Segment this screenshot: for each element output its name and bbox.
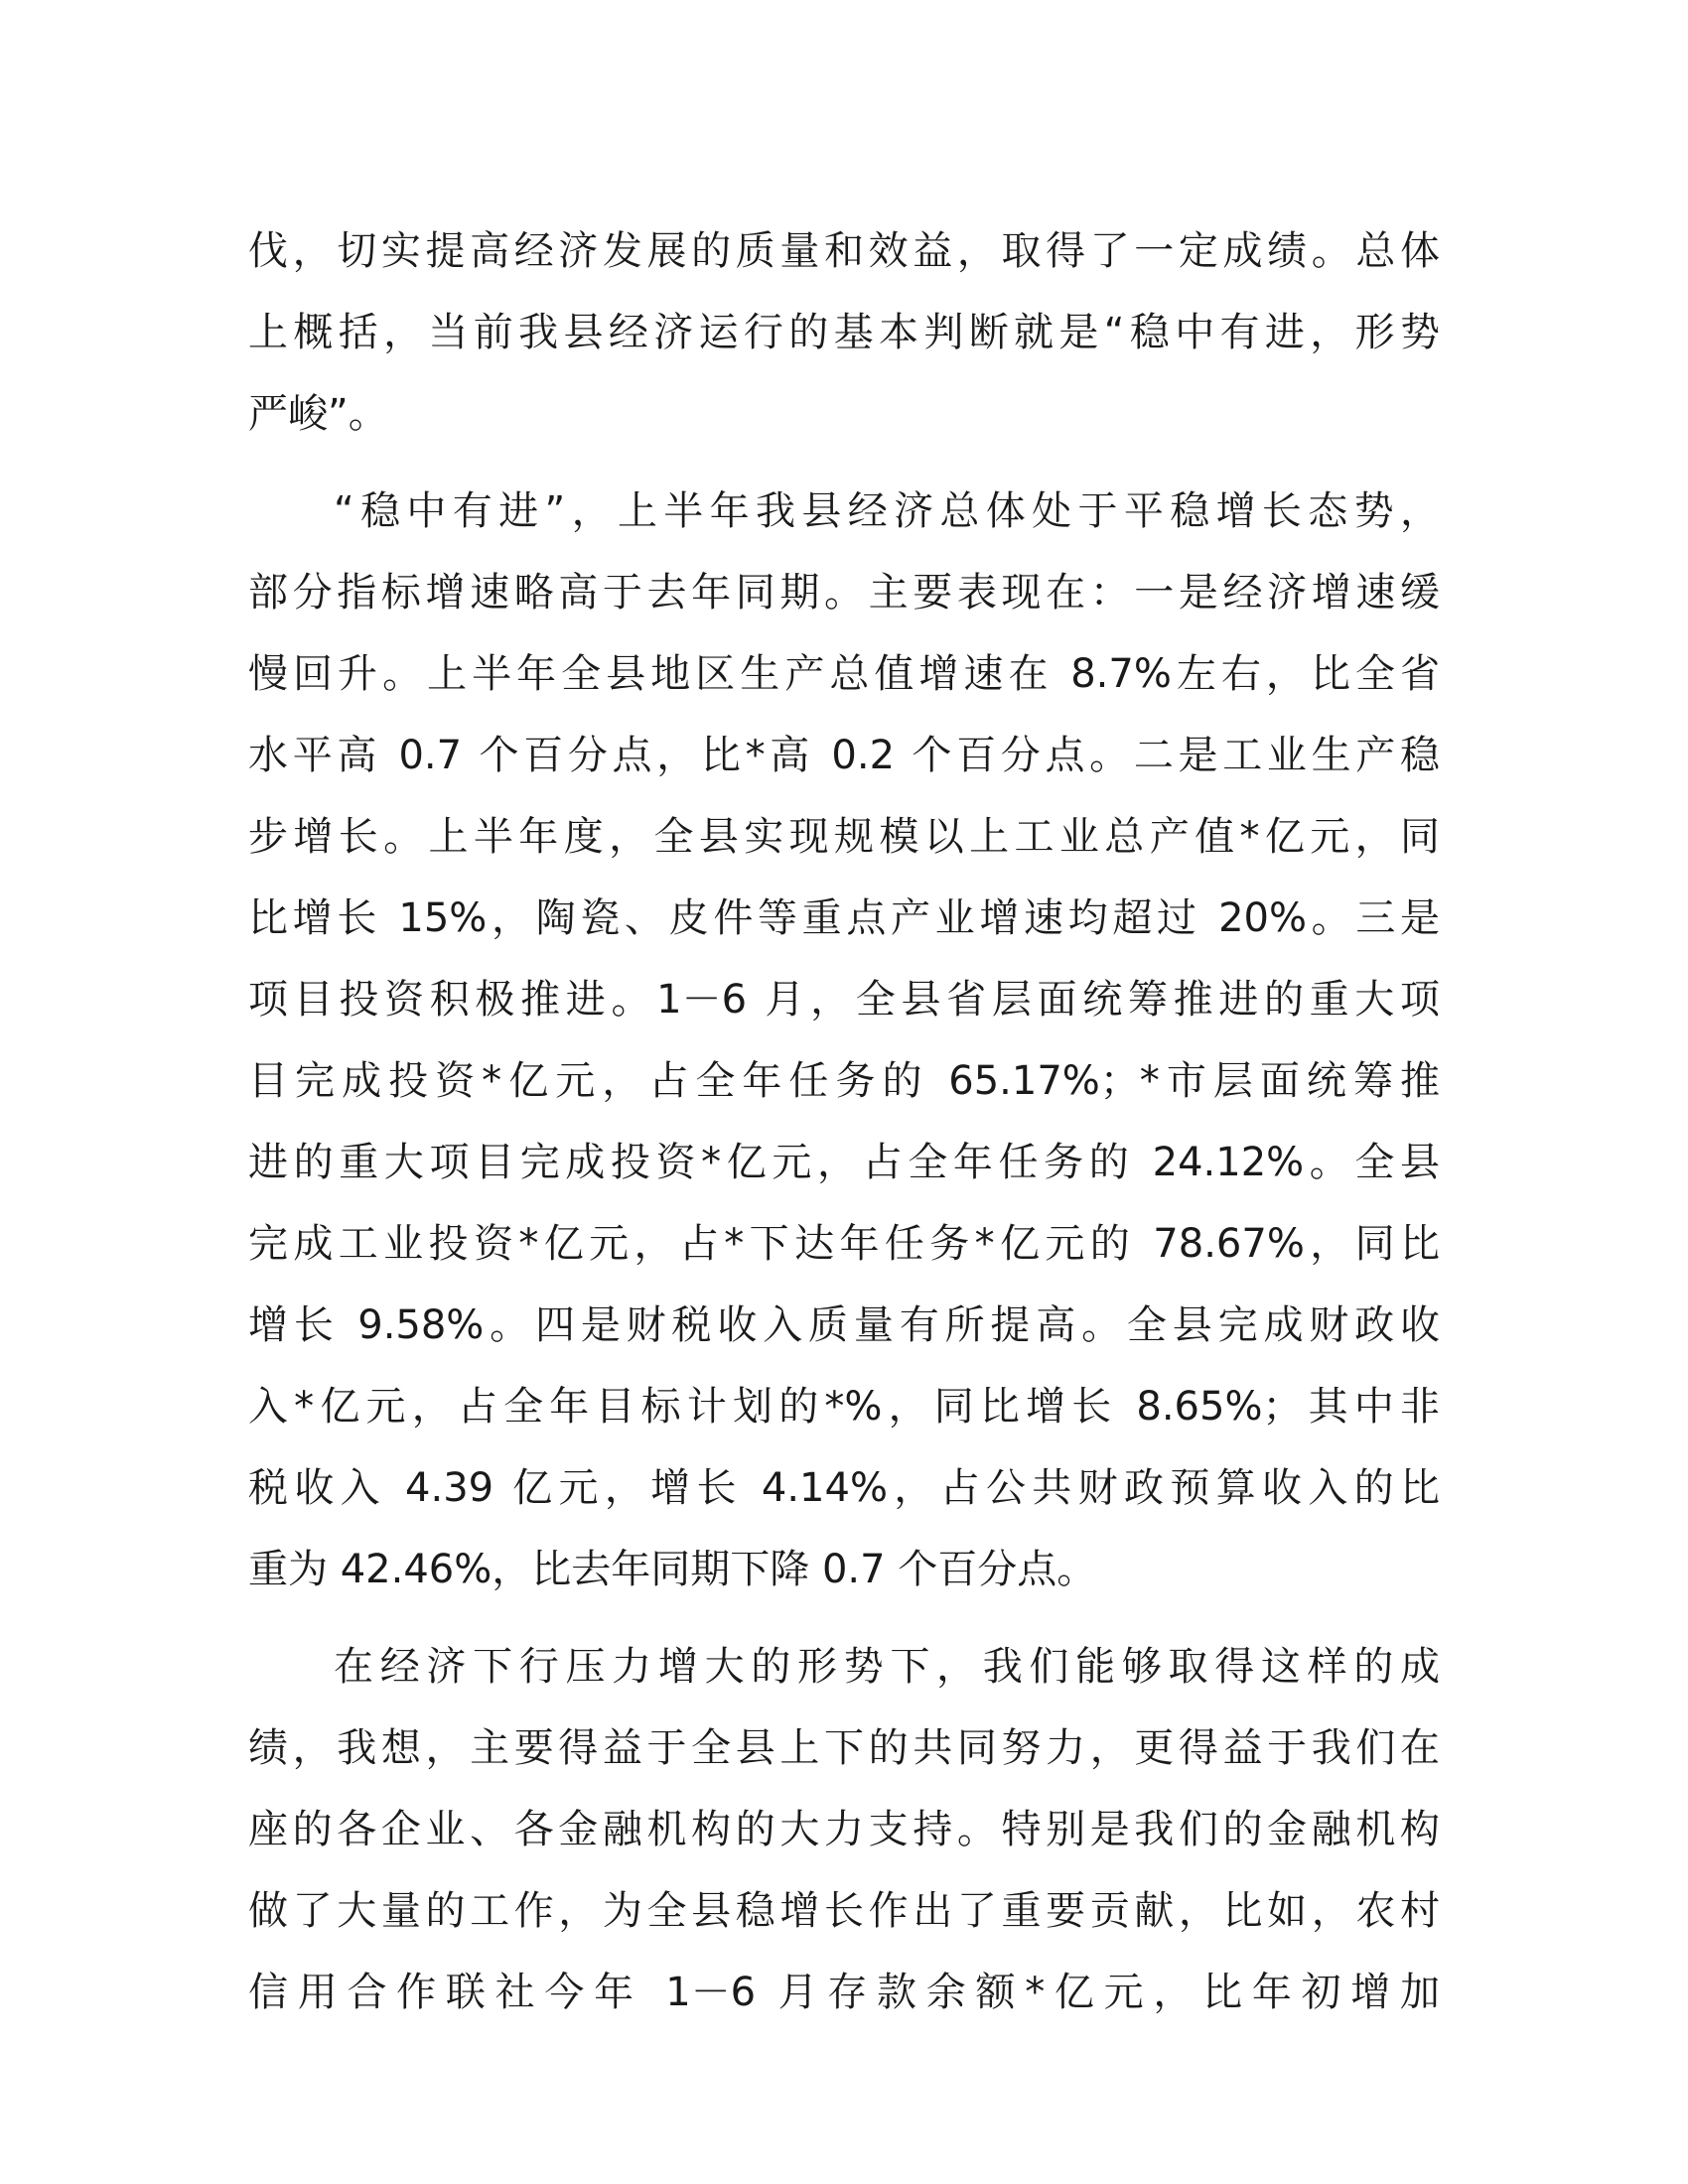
text-line: 信用合作联社今年 1－6 月存款余额*亿元，比年初增加 bbox=[248, 1970, 1440, 2015]
text-line: 慢回升。上半年全县地区生产总值增速在 8.7%左右，比全省 bbox=[248, 651, 1440, 697]
text-line: 在经济下行压力增大的形势下，我们能够取得这样的成 bbox=[334, 1644, 1440, 1690]
paragraph-3 bbox=[248, 1626, 1440, 2033]
document-body bbox=[248, 210, 1440, 2033]
text-line: 重为 42.46%，比去年同期下降 0.7 个百分点。 bbox=[248, 1547, 1097, 1592]
text-line: 严峻”。 bbox=[248, 391, 388, 437]
text-line: 目完成投资*亿元，占全年任务的 65.17%；*市层面统筹推 bbox=[248, 1058, 1440, 1104]
text-line: 上概括，当前我县经济运行的基本判断就是“稳中有进，形势 bbox=[248, 310, 1440, 355]
text-line: 座的各企业、各金融机构的大力支持。特别是我们的金融机构 bbox=[248, 1807, 1440, 1852]
text-line: 项目投资积极推进。1－6 月，全县省层面统筹推进的重大项 bbox=[248, 977, 1440, 1023]
text-line: 部分指标增速略高于去年同期。主要表现在：一是经济增速缓 bbox=[248, 570, 1440, 615]
text-line: 增长 9.58%。四是财税收入质量有所提高。全县完成财政收 bbox=[248, 1302, 1440, 1348]
text-line: “稳中有进”，上半年我县经济总体处于平稳增长态势， bbox=[334, 488, 1440, 534]
text-line: 进的重大项目完成投资*亿元，占全年任务的 24.12%。全县 bbox=[248, 1140, 1440, 1185]
text-line: 伐，切实提高经济发展的质量和效益，取得了一定成绩。总体 bbox=[248, 228, 1440, 274]
text-line: 完成工业投资*亿元，占*下达年任务*亿元的 78.67%，同比 bbox=[248, 1221, 1440, 1267]
text-line: 步增长。上半年度，全县实现规模以上工业总产值*亿元，同 bbox=[248, 814, 1440, 860]
paragraph-1 bbox=[248, 210, 1440, 455]
text-line: 水平高 0.7 个百分点，比*高 0.2 个百分点。二是工业生产稳 bbox=[248, 733, 1440, 778]
text-line: 税收入 4.39 亿元，增长 4.14%，占公共财政预算收入的比 bbox=[248, 1465, 1440, 1511]
text-line: 比增长 15%，陶瓷、皮件等重点产业增速均超过 20%。三是 bbox=[248, 895, 1440, 941]
text-line: 入*亿元，占全年目标计划的*%，同比增长 8.65%；其中非 bbox=[248, 1384, 1440, 1430]
paragraph-2 bbox=[248, 471, 1440, 1610]
text-line: 绩，我想，主要得益于全县上下的共同努力，更得益于我们在 bbox=[248, 1725, 1440, 1771]
text-line: 做了大量的工作，为全县稳增长作出了重要贡献，比如，农村 bbox=[248, 1888, 1440, 1934]
